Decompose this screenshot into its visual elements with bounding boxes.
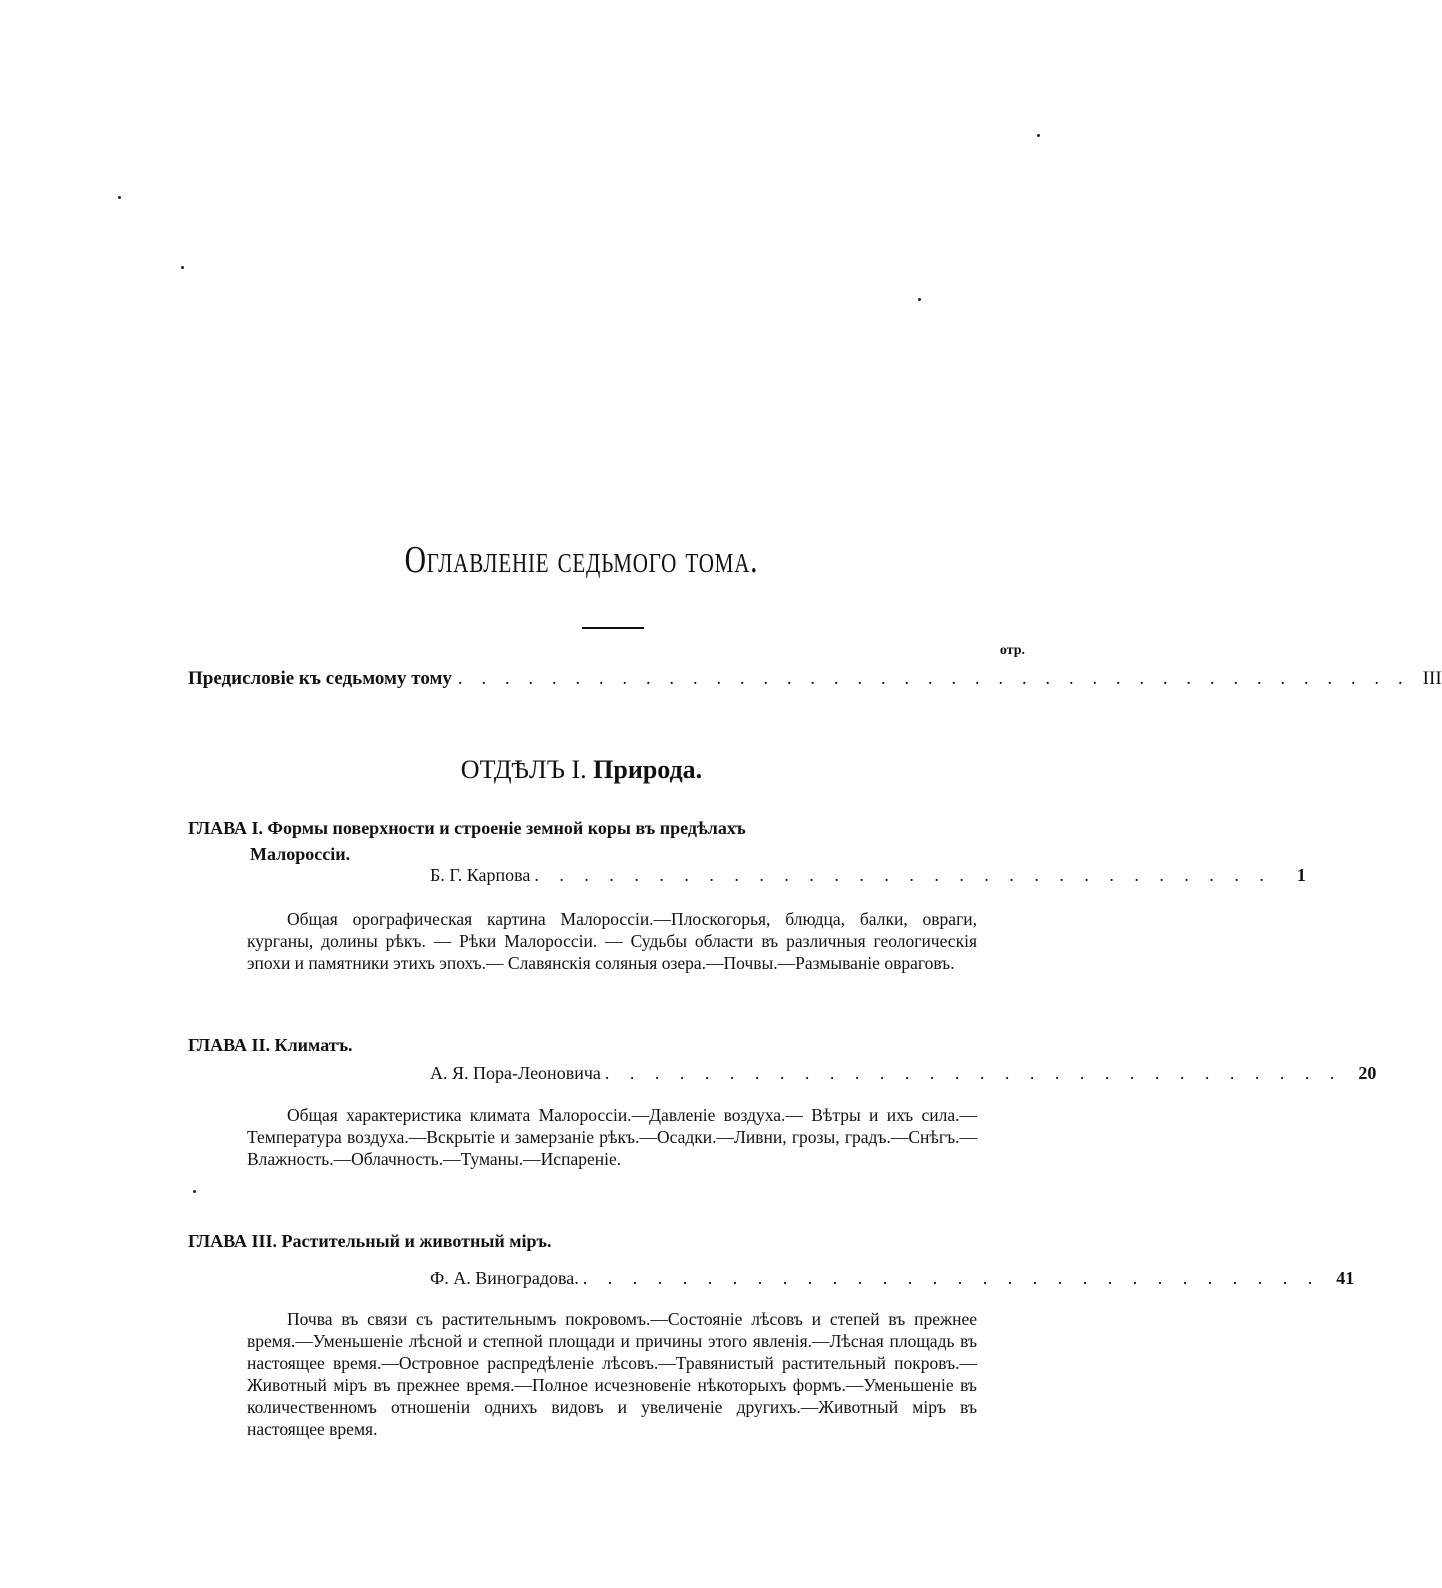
title-divider (582, 627, 644, 629)
chapter-label: ГЛАВА II. (188, 1035, 271, 1055)
chapter-title: Формы поверхности и строеніе земной коры въ предѣлахъ (267, 818, 746, 838)
chapter-author: А. Я. Пора-Леоновича (430, 1063, 601, 1083)
dot-leader: . . . . . . . . . . . . . . . . . . . . . . . . . . . . . . . . . . . . . . . . . (457, 668, 1410, 689)
ink-speck (1037, 134, 1040, 137)
chapter-title: Растительный и животный міръ. (281, 1231, 552, 1251)
section-label: ОТДѢЛЪ I. (460, 755, 587, 784)
chapter-author-entry (430, 865, 1306, 886)
ink-speck (193, 1190, 196, 1193)
preface-entry (188, 668, 1442, 690)
chapter-heading (188, 1228, 988, 1254)
chapter-heading (188, 1032, 988, 1058)
page-title: Оглавленіе седьмого тома. (404, 539, 759, 581)
page-column-header: отр. (999, 643, 1025, 658)
chapter-title-continuation: Малороссіи. (250, 844, 351, 864)
chapter-page: 1 (1296, 865, 1306, 885)
preface-label: Предисловіе къ седьмому тому (188, 668, 452, 689)
ink-speck (181, 266, 184, 269)
chapter-page: 20 (1358, 1063, 1377, 1083)
chapter-heading (188, 815, 988, 867)
chapter-author: Б. Г. Карпова (430, 865, 531, 885)
ink-speck (918, 298, 921, 301)
chapter-author: Ф. А. Виноградова. (430, 1268, 579, 1288)
chapter-page: 41 (1336, 1268, 1355, 1288)
dot-leader: . . . . . . . . . . . . . . . . . . . . . . . . . . . . . . (534, 865, 1272, 885)
dot-leader: . . . . . . . . . . . . . . . . . . . . . . . . . . . . . . (582, 1268, 1321, 1288)
chapter-label: ГЛАВА I. (188, 818, 264, 838)
dot-leader: . . . . . . . . . . . . . . . . . . . . . . . . . . . . . . (604, 1063, 1343, 1083)
chapter-summary: Общая характеристика климата Малороссіи.—Давленіе воздуха.— Вѣтры и ихъ сила.—Температура воздуха.—Вскрытіе и замерзаніе рѣкъ.—Осадки.—Ливни, грозы, градъ.—Снѣгъ.—Влажность.—Облачность.—Туманы.—Испареніе. (247, 1105, 977, 1169)
section-name: Природа. (593, 755, 703, 784)
preface-page: III (1422, 668, 1442, 689)
chapter-author-entry (430, 1063, 1377, 1084)
chapter-label: ГЛАВА III. (188, 1231, 278, 1251)
chapter-title: Климатъ. (274, 1035, 353, 1055)
chapter-author-entry (430, 1268, 1355, 1289)
chapter-summary: Почва въ связи съ растительнымъ покровомъ.—Состояніе лѣсовъ и степей въ прежнее время.—Уменьшеніе лѣсной и степной площади и причины этого явленія.—Лѣсная площадь въ настоящее время.—Островное распредѣленіе лѣсовъ.—Травянистый растительный покровъ.— Животный міръ въ прежнее время.—Полное исчезновеніе нѣкоторыхъ формъ.—Уменьшеніе въ количественномъ отношеніи однихъ видовъ и увеличеніе другихъ.—Животный міръ въ настоящее время. (247, 1309, 977, 1439)
ink-speck (118, 196, 121, 199)
section-heading (0, 755, 1163, 785)
chapter-summary: Общая орографическая картина Малороссіи.—Плоскогорья, блюдца, балки, овраги, курганы, долины рѣкъ. — Рѣки Малороссіи. — Судьбы области въ различныя геологическія эпохи и памятники этихъ эпохъ.— Славянскія соляныя озера.—Почвы.—Размываніе овраговъ. (247, 909, 977, 973)
